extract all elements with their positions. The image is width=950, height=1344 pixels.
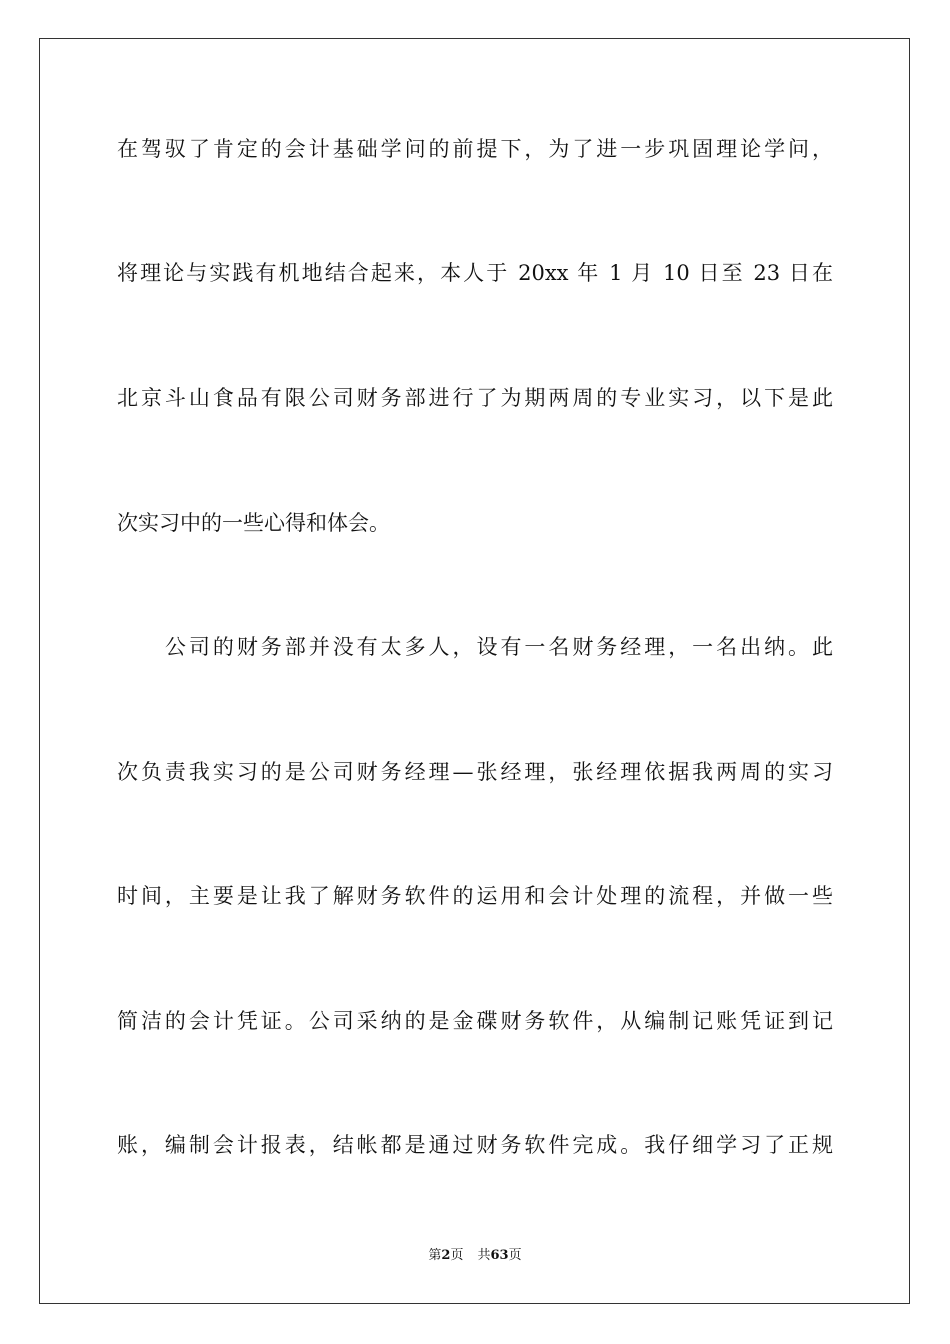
text-line-1: 在驾驭了肯定的会计基础学问的前提下，为了进一步巩固理论学问， xyxy=(117,137,833,161)
text-line-7: 时间，主要是让我了解财务软件的运用和会计处理的流程，并做一些 xyxy=(117,884,833,908)
page-footer xyxy=(0,1247,950,1265)
text-line-3: 北京斗山食品有限公司财务部进行了为期两周的专业实习，以下是此 xyxy=(117,386,833,410)
text-line-5: 公司的财务部并没有太多人，设有一名财务经理，一名出纳。此 xyxy=(117,635,833,659)
page-suffix: 页 xyxy=(450,1248,464,1263)
total-pages: 63 xyxy=(490,1248,509,1263)
page-border xyxy=(39,38,910,1304)
text-line-6: 次负责我实习的是公司财务经理—张经理，张经理依据我两周的实习 xyxy=(117,760,833,784)
page-prefix: 第 xyxy=(428,1248,442,1263)
total-suffix: 页 xyxy=(508,1248,522,1263)
text-line-9: 账，编制会计报表，结帐都是通过财务软件完成。我仔细学习了正规 xyxy=(117,1133,833,1157)
text-line-8: 简洁的会计凭证。公司采纳的是金碟财务软件，从编制记账凭证到记 xyxy=(117,1009,833,1033)
text-line-2: 将理论与实践有机地结合起来，本人于 20xx 年 1 月 10 日至 23 日在 xyxy=(117,261,833,285)
page-number: 2 xyxy=(441,1248,451,1263)
total-prefix: 共 xyxy=(477,1248,491,1263)
text-line-4: 次实习中的一些心得和体会。 xyxy=(117,511,390,535)
